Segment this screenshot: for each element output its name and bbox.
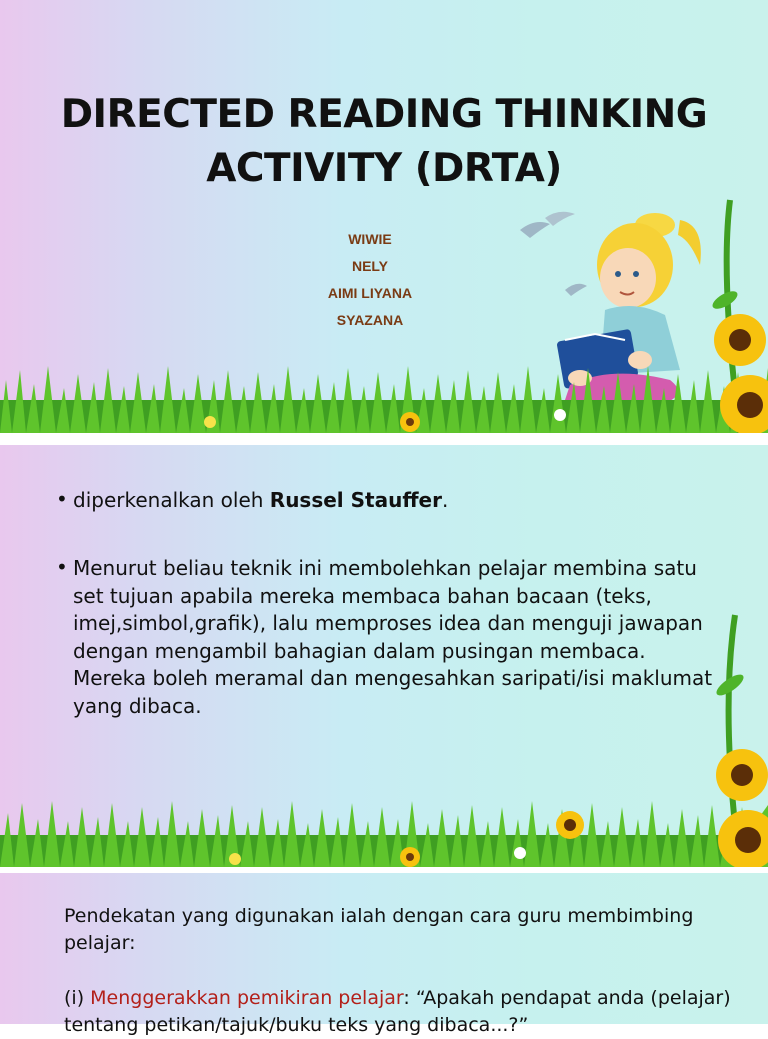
bullet-dot: • [56,487,68,511]
item-text: : “Apakah pendapat anda (pelajar) tentang petikan/tajuk/buku teks yang dibaca...?” [64,987,731,1036]
item-label: Menggerakkan pemikiran pelajar [90,987,404,1009]
grass-decoration [0,795,768,867]
item-number: (i) [64,987,91,1009]
bullet-1-suffix: . [441,488,449,512]
bullet-dot: • [56,555,68,579]
bullet-1 [56,487,716,515]
slide-gap [0,433,768,445]
title-line-1: DIRECTED READING THINKING [60,92,708,137]
list-item-1 [64,985,744,1039]
sunflower-decoration [690,200,768,433]
author-highlight: Russel Stauffer [269,488,442,512]
content-slide-1 [0,445,768,867]
title-line-2: ACTIVITY (DRTA) [206,146,562,191]
author-name: WIWIE [348,231,392,247]
bullet-2 [56,555,716,720]
author-list [270,226,470,334]
bullet-text [56,487,716,515]
slide-title [0,88,768,196]
author-name: SYAZANA [336,312,404,328]
grass-decoration [0,360,768,433]
sunflower-decoration [690,615,768,867]
bullet-1-prefix: diperkenalkan oleh [73,488,270,512]
author-name: AIMI LIYANA [327,285,413,301]
author-name: NELY [351,258,389,274]
title-slide [0,0,768,433]
bullet-text: Menurut beliau teknik ini membolehkan pelajar membina satu set tujuan apabila mereka membaca bahan bacaan (teks, imej,simbol,grafik), lalu memproses idea dan menguji jawapan dengan mengambil bahagian dalam pusingan membaca. Mereka boleh meramal dan mengesahkan saripati/isi maklumat yang dibaca. [73,556,713,718]
intro-paragraph: Pendekatan yang digunakan ialah dengan cara guru membimbing pelajar: [64,905,694,954]
content-slide-2 [0,873,768,1036]
